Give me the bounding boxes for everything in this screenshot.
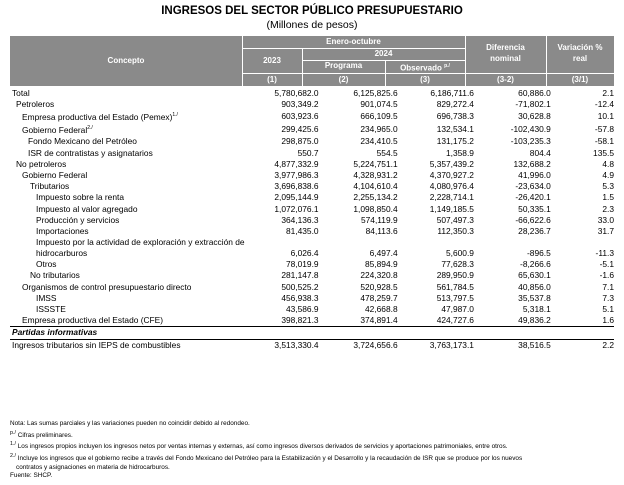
cell-c5: 31.7 bbox=[597, 226, 614, 237]
cell-c1: 1,072,076.1 bbox=[274, 203, 319, 214]
cell-c5: 1.5 bbox=[602, 192, 614, 203]
cell-c3: 5,357,439.2 bbox=[429, 158, 474, 169]
cell-c4: 132,688.2 bbox=[513, 158, 551, 169]
row-label: Empresa productiva del Estado (CFE) bbox=[22, 315, 164, 326]
cell-c3: 3,763,173.1 bbox=[398, 339, 474, 351]
table-row bbox=[10, 270, 614, 281]
table-row bbox=[10, 148, 614, 159]
cell-c2: 42,668.8 bbox=[365, 304, 398, 315]
cell-c5: 7.1 bbox=[602, 281, 614, 292]
cell-c4: 804.4 bbox=[529, 147, 551, 158]
cell-c2: 901,074.5 bbox=[360, 99, 398, 110]
cell-c3: 77,628.3 bbox=[441, 259, 474, 270]
row-label: Importaciones bbox=[36, 226, 89, 237]
cell-c1: 3,977,986.3 bbox=[274, 170, 319, 181]
table-row bbox=[10, 304, 614, 315]
header-2024: 2024 bbox=[374, 49, 393, 58]
cell-c5: 5.3 bbox=[602, 181, 614, 192]
table-row bbox=[10, 282, 614, 293]
cell-c3: 5,600.9 bbox=[446, 248, 474, 259]
header-diferencia: Diferencia bbox=[486, 43, 525, 52]
cell-c4: -8,266.6 bbox=[520, 259, 551, 270]
row-label: ISSSTE bbox=[36, 304, 66, 315]
row-label: No tributarios bbox=[30, 270, 80, 281]
header-dif-ref: (3-2) bbox=[497, 75, 514, 84]
cell-c5: 7.3 bbox=[602, 292, 614, 303]
cell-c4: -896.5 bbox=[527, 248, 551, 259]
cell-c2: 554.5 bbox=[376, 147, 398, 158]
cell-c3: 4,080,976.4 bbox=[429, 181, 474, 192]
cell-c5: 10.1 bbox=[597, 111, 614, 122]
cell-c5: 135.5 bbox=[593, 147, 614, 158]
table-row bbox=[10, 110, 614, 123]
cell-c2: 520,928.5 bbox=[360, 281, 398, 292]
income-table bbox=[10, 88, 614, 351]
cell-c3: 2,228,714.1 bbox=[429, 192, 474, 203]
cell-c5: 2.2 bbox=[551, 339, 614, 351]
table-row bbox=[10, 181, 614, 192]
cell-c5: 4.8 bbox=[602, 158, 614, 169]
table-row bbox=[10, 99, 614, 110]
cell-c3: 131,175.2 bbox=[436, 136, 474, 147]
cell-c3: 513,797.5 bbox=[436, 292, 474, 303]
cell-c2: 666,109.5 bbox=[360, 111, 398, 122]
cell-c3: 829,272.4 bbox=[436, 99, 474, 110]
cell-c5: 1.6 bbox=[602, 315, 614, 326]
row-label: Organismos de control presupuestario directo bbox=[22, 281, 192, 292]
cell-c3: 132,534.1 bbox=[436, 124, 474, 135]
cell-c2: 5,224,751.1 bbox=[353, 158, 398, 169]
cell-c1: 456,938.3 bbox=[281, 292, 319, 303]
cell-c1: 2,095,144.9 bbox=[274, 192, 319, 203]
cell-c2: 374,891.4 bbox=[360, 315, 398, 326]
cell-c2: 4,328,931.2 bbox=[353, 170, 398, 181]
header-var-ref: (3/1) bbox=[571, 75, 589, 84]
cell-c4: 60,886.0 bbox=[518, 88, 551, 98]
cell-c1: 298,875.0 bbox=[281, 136, 319, 147]
cell-c3: 1,149,185.5 bbox=[429, 203, 474, 214]
header-programa: Programa bbox=[324, 61, 363, 70]
cell-c5: -57.8 bbox=[594, 124, 614, 135]
cell-c1: 500,525.2 bbox=[281, 281, 319, 292]
cell-c5: -5.1 bbox=[599, 259, 614, 270]
cell-c1: 398,821.3 bbox=[281, 315, 319, 326]
cell-c2: 234,410.5 bbox=[360, 136, 398, 147]
cell-c2: 4,104,610.4 bbox=[353, 181, 398, 192]
table-title: INGRESOS DEL SECTOR PÚBLICO PRESUPUESTARIO bbox=[161, 5, 463, 17]
cell-c2: 84,113.6 bbox=[365, 226, 398, 237]
table-row bbox=[10, 204, 614, 215]
header-variacion: Variación % bbox=[557, 43, 603, 52]
cell-c2: 224,320.8 bbox=[360, 270, 398, 281]
row-label: No petroleros bbox=[16, 158, 67, 169]
cell-c5: -12.4 bbox=[594, 99, 614, 110]
row-label: Impuesto por la actividad de exploración y extracción de hidrocarburos bbox=[36, 237, 245, 259]
table-header bbox=[10, 36, 614, 86]
table-row bbox=[10, 215, 614, 226]
cell-c4: -26,420.1 bbox=[515, 192, 551, 203]
cell-c5: 4.9 bbox=[602, 170, 614, 181]
cell-c1: 299,425.6 bbox=[281, 124, 319, 135]
cell-c3: 507,497.3 bbox=[436, 214, 474, 225]
row-label: IMSS bbox=[36, 292, 57, 303]
cell-c4: 5,318.1 bbox=[522, 304, 551, 315]
cell-c1: 281,147.8 bbox=[281, 270, 319, 281]
cell-c1: 78,019.9 bbox=[285, 259, 319, 270]
cell-c1: 603,923.6 bbox=[281, 111, 319, 122]
cell-c5: 33.0 bbox=[597, 214, 614, 225]
table-row bbox=[10, 136, 614, 147]
cell-c2: 1,098,850.4 bbox=[353, 203, 398, 214]
cell-c2: 574,119.9 bbox=[360, 214, 398, 225]
row-label: Tributarios bbox=[30, 181, 70, 192]
table-row bbox=[10, 170, 614, 181]
cell-c4: -71,802.1 bbox=[515, 99, 551, 110]
cell-c5: -1.6 bbox=[599, 270, 614, 281]
cell-c2: 6,125,825.6 bbox=[353, 88, 398, 98]
cell-c3: 424,727.6 bbox=[436, 315, 474, 326]
header-observado: Observado $^{p./}$ bbox=[400, 63, 450, 73]
cell-c4: -23,634.0 bbox=[515, 181, 551, 192]
table-row bbox=[10, 237, 614, 259]
cell-c4: -66,622.6 bbox=[515, 214, 551, 225]
note-rounding: Nota: Las sumas parciales y las variaciones pueden no coincidir debido al redondeo. bbox=[10, 420, 250, 427]
header-nominal: nominal bbox=[490, 54, 521, 63]
cell-c2: 2,255,134.2 bbox=[353, 192, 398, 203]
cell-c4: 28,236.7 bbox=[518, 226, 551, 237]
row-label: Impuesto sobre la renta bbox=[36, 192, 124, 203]
cell-c3: 112,350.3 bbox=[437, 226, 474, 237]
header-period: Enero-octubre bbox=[326, 37, 381, 46]
row-label: Producción y servicios bbox=[36, 214, 120, 225]
cell-c4: 38,516.5 bbox=[474, 339, 551, 351]
cell-c5: 5.1 bbox=[602, 304, 614, 315]
cell-c3: 561,784.5 bbox=[436, 281, 474, 292]
cell-c1: 364,136.3 bbox=[281, 214, 319, 225]
cell-c1: 903,349.2 bbox=[281, 99, 319, 110]
cell-c1: 550.7 bbox=[297, 147, 319, 158]
note-preliminary: $^{p./}$ Cifras preliminares. bbox=[10, 429, 73, 439]
footnotes bbox=[10, 420, 620, 481]
cell-c3: 6,186,711.6 bbox=[430, 88, 474, 98]
note-1: $^{1./}$ Los ingresos propios incluyen los ingresos netos por ventas internas y externas, así como ingresos diversos derivados de servicios y aportaciones patrimoniales, entre otros. bbox=[10, 441, 508, 451]
header-2023: 2023 bbox=[263, 56, 281, 65]
table-row bbox=[10, 88, 614, 99]
cell-c5: 2.3 bbox=[602, 203, 614, 214]
table-row bbox=[10, 123, 614, 136]
cell-c5: 2.1 bbox=[602, 88, 614, 98]
cell-c4: -102,430.9 bbox=[510, 124, 551, 135]
row-label: ISR de contratistas y asignatarios bbox=[28, 147, 153, 158]
observado-superscript: p./ bbox=[444, 63, 450, 69]
cell-c4: -103,235.3 bbox=[510, 136, 551, 147]
cell-c4: 49,836.2 bbox=[518, 315, 551, 326]
header-n3: (3) bbox=[420, 75, 430, 84]
row-label: Empresa productiva del Estado (Pemex)$^{1./}$ bbox=[22, 112, 178, 123]
cell-c1: 81,435.0 bbox=[285, 226, 319, 237]
section-header: Partidas informativas bbox=[10, 327, 614, 339]
cell-c4: 35,537.8 bbox=[518, 292, 551, 303]
cell-c4: 30,628.8 bbox=[518, 111, 551, 122]
row-label: Gobierno Federal$^{2./}$ bbox=[22, 125, 93, 136]
table-subtitle: (Millones de pesos) bbox=[266, 19, 358, 31]
cell-c1: 43,586.9 bbox=[285, 304, 319, 315]
row-label: Ingresos tributarios sin IEPS de combustibles bbox=[10, 339, 260, 351]
cell-c3: 1,358.9 bbox=[446, 147, 474, 158]
header-real: real bbox=[572, 54, 588, 63]
table-row bbox=[10, 159, 614, 170]
note-2: $^{2./}$ Incluye los ingresos que el gobierno recibe a través del Fondo Mexicano del Petróleo para la Estabilización y el Desarrollo y la recaudación de ISR que se produce por los nuevos bbox=[10, 453, 523, 463]
header-n2: (2) bbox=[338, 75, 349, 84]
cell-c4: 65,630.1 bbox=[518, 270, 551, 281]
cell-c1: 6,026.4 bbox=[290, 248, 319, 259]
cell-c5: -58.1 bbox=[594, 136, 614, 147]
cell-c3: 47,987.0 bbox=[441, 304, 474, 315]
table-row bbox=[10, 192, 614, 203]
cell-c3: 4,370,927.2 bbox=[429, 170, 474, 181]
cell-c1: 4,877,332.9 bbox=[274, 158, 319, 169]
table-row bbox=[10, 259, 614, 270]
cell-c1: 3,513,330.4 bbox=[260, 339, 318, 351]
row-label: Petroleros bbox=[16, 99, 55, 110]
cell-c2: 478,259.7 bbox=[360, 292, 398, 303]
note-source: Fuente: SHCP. bbox=[10, 472, 53, 480]
cell-c4: 50,335.1 bbox=[518, 203, 551, 214]
row-label: Fondo Mexicano del Petróleo bbox=[28, 136, 137, 147]
row-label: Impuesto al valor agregado bbox=[36, 203, 138, 214]
cell-c1: 3,696,838.6 bbox=[274, 181, 319, 192]
cell-c2: 6,497.4 bbox=[369, 248, 398, 259]
cell-c3: 289,950.9 bbox=[436, 270, 474, 281]
cell-c2: 3,724,656.6 bbox=[319, 339, 398, 351]
cell-c5: -11.3 bbox=[595, 248, 614, 259]
row-label: Otros bbox=[36, 259, 57, 270]
row-label: Total bbox=[12, 88, 30, 98]
row-label: Gobierno Federal bbox=[22, 170, 88, 181]
header-n1: (1) bbox=[267, 75, 277, 84]
header-concepto: Concepto bbox=[107, 56, 145, 65]
cell-c1: 5,780,682.0 bbox=[274, 88, 319, 98]
cell-c2: 85,894.9 bbox=[365, 259, 398, 270]
cell-c4: 41,996.0 bbox=[518, 170, 551, 181]
cell-c2: 234,965.0 bbox=[360, 124, 398, 135]
note-2-cont: contratos y asignaciones en materia de hidrocarburos. bbox=[16, 463, 170, 471]
cell-c3: 696,738.3 bbox=[436, 111, 474, 122]
cell-c4: 40,856.0 bbox=[518, 281, 551, 292]
table-row bbox=[10, 339, 614, 351]
table-row bbox=[10, 315, 614, 327]
table-row bbox=[10, 293, 614, 304]
table-row bbox=[10, 226, 614, 237]
